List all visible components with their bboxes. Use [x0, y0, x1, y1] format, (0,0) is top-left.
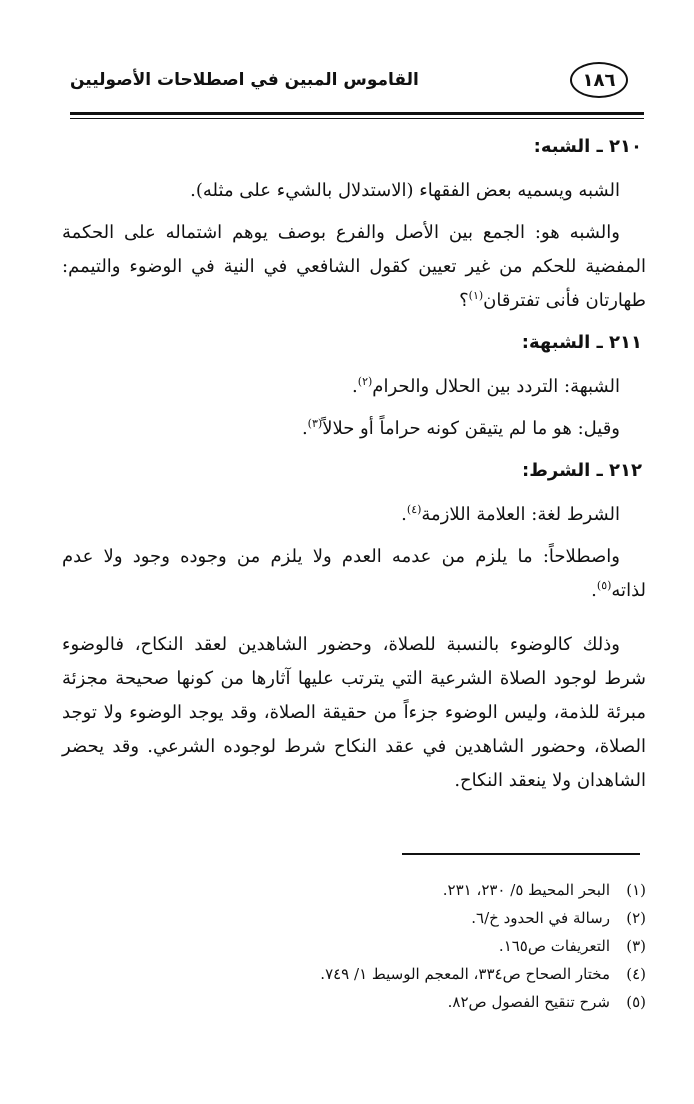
paragraph [62, 412, 646, 446]
entry-212 [62, 454, 646, 798]
footnote-text: التعريفات ص١٦٥. [498, 937, 610, 955]
punctuation: . [401, 504, 407, 525]
paragraph-text: واصطلاحاً: ما يلزم من عدمه العدم ولا يلزم من وجوده وجود ولا عدم لذاته [62, 546, 646, 601]
header-rule-thick [70, 112, 644, 115]
main-text [62, 128, 646, 806]
paragraph [62, 370, 646, 404]
punctuation: . [352, 376, 358, 397]
footnote-ref: (٢) [357, 375, 373, 388]
footnote-text: البحر المحيط ٥/ ٢٣٠، ٢٣١. [442, 881, 610, 899]
footnote-separator [402, 853, 640, 855]
punctuation: ؟ [459, 290, 469, 311]
punctuation: . [301, 418, 308, 439]
punctuation: . [591, 580, 597, 601]
footnote-ref: (٤) [406, 503, 422, 516]
paragraph: وذلك كالوضوء بالنسبة للصلاة، وحضور الشاهدين لعقد النكاح، فالوضوء شرط لوجود الصلاة الشرعية التي يترتب عليها آثارها من كونها صحيحة مجزئة مبرئة للذمة، وليس الوضوء جزءاً من حقيقة الصلاة، وقد يوجد الوضوء ولا توجد الصلاة، وحضور الشاهدين في عقد النكاح شرط لوجوده الشرعي. وقد يحضر الشاهدان ولا ينعقد النكاح. [62, 634, 646, 791]
entry-211 [62, 326, 646, 446]
paragraph [62, 498, 646, 532]
footnote-ref: (٥) [596, 579, 612, 592]
footnote-text: مختار الصحاح ص٣٣٤، المعجم الوسيط ١/ ٧٤٩. [320, 965, 610, 983]
paragraph: الشبه ويسميه بعض الفقهاء (الاستدلال بالشيء على مثله). [190, 180, 620, 201]
paragraph [62, 216, 646, 318]
footnote-item [62, 932, 646, 960]
paragraph [62, 540, 646, 608]
paragraph-text: وقيل: هو ما لم يتيقن كونه حراماً أو حلالاً [322, 418, 620, 439]
footnote-ref: (١) [468, 289, 484, 302]
running-header [70, 62, 628, 108]
footnote-number: (١) [626, 881, 646, 899]
paragraph-text: الشبهة: التردد بين الحلال والحرام [372, 376, 620, 397]
paragraph-text: الشرط لغة: العلامة اللازمة [421, 504, 620, 525]
footnote-number: (٥) [626, 993, 646, 1011]
footnote-text: رسالة في الحدود خ/٦. [471, 909, 610, 927]
paragraph-text: والشبه هو: الجمع بين الأصل والفرع بوصف يوهم اشتماله على الحكمة المفضية للحكم من غير تعيين كقول الشافعي في النية في الوضوء والتيمم: طهارتان فأنى تفترقان [62, 222, 646, 311]
footnote-item [62, 876, 646, 904]
footnote-item [62, 960, 646, 988]
entry-210 [62, 130, 646, 318]
page-number: ١٨٦ [570, 62, 628, 98]
footnotes [62, 876, 646, 1016]
footnote-item [62, 988, 646, 1016]
footnote-item [62, 904, 646, 932]
footnote-ref: (٣) [307, 417, 323, 430]
footnote-number: (٤) [626, 965, 646, 983]
header-rule-thin [70, 118, 644, 119]
footnote-number: (٢) [626, 909, 646, 927]
footnote-number: (٣) [626, 937, 646, 955]
footnote-text: شرح تنقيح الفصول ص٨٢. [447, 993, 610, 1011]
entry-heading: ٢١٢ ـ الشرط: [522, 460, 642, 481]
header-title: القاموس المبين في اصطلاحات الأصوليين [70, 70, 419, 90]
entry-heading: ٢١١ ـ الشبهة: [521, 332, 642, 353]
entry-heading: ٢١٠ ـ الشبه: [533, 136, 642, 157]
